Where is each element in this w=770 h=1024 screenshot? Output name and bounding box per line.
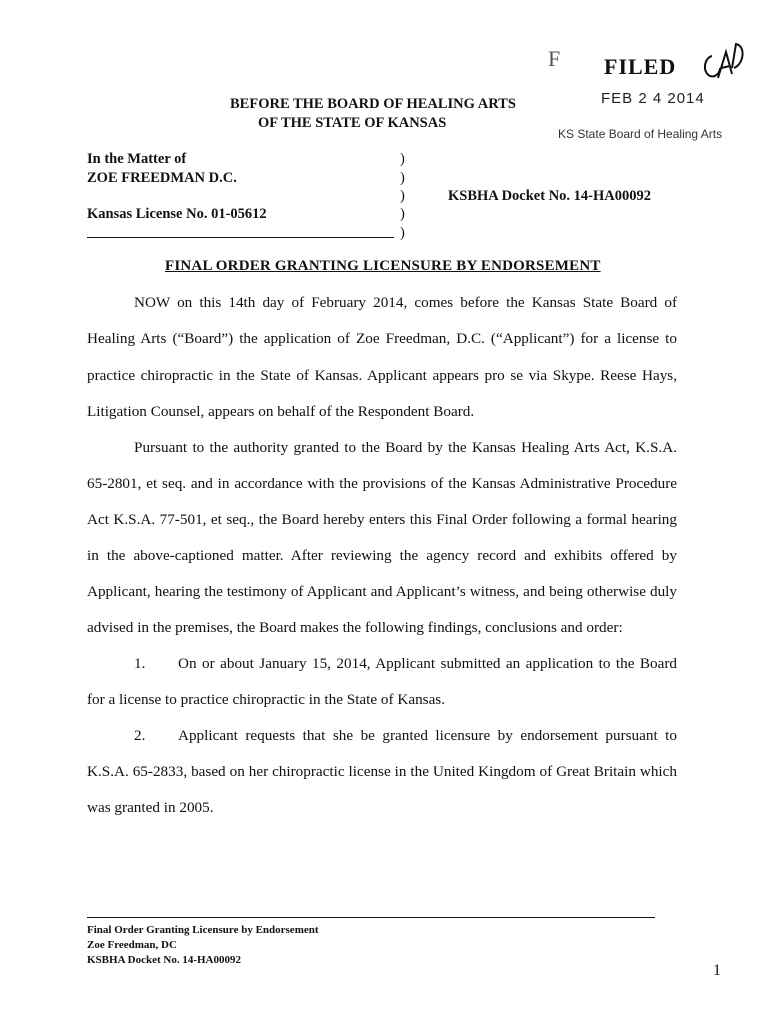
paragraph-line: Healing Arts (“Board”) the application of Zoe Freedman, D.C. (“Applicant”) for a license to xyxy=(87,330,677,347)
finding-line: Applicant requests that she be granted licensure by endorsement pursuant to xyxy=(178,727,677,744)
board-heading-line2: OF THE STATE OF KANSAS xyxy=(258,115,447,131)
paragraph-line: Litigation Counsel, appears on behalf of the Respondent Board. xyxy=(87,403,475,420)
footer-title: Final Order Granting Licensure by Endorsement xyxy=(87,924,319,936)
caption-respondent-name: ZOE FREEDMAN D.C. xyxy=(87,170,237,186)
caption-license-number: Kansas License No. 01-05612 xyxy=(87,206,267,222)
finding-line: for a license to practice chiropractic in the State of Kansas. xyxy=(87,691,446,708)
caption-docket-number: KSBHA Docket No. 14-HA00092 xyxy=(448,188,651,204)
paragraph-line: Act K.S.A. 77-501, et seq., the Board hereby enters this Final Order following a formal hearing xyxy=(87,511,677,528)
filed-stamp-date: FEB 2 4 2014 xyxy=(601,90,705,107)
handwritten-initials xyxy=(698,38,746,84)
finding-number: 2. xyxy=(134,727,146,744)
caption-matter: In the Matter of xyxy=(87,151,187,167)
paragraph-line: 65-2801, et seq. and in accordance with the provisions of the Kansas Administrative Procedure xyxy=(87,475,677,492)
caption-underline xyxy=(87,237,394,238)
order-title: FINAL ORDER GRANTING LICENSURE BY ENDORSEMENT xyxy=(165,258,601,274)
paragraph-line: practice chiropractic in the State of Kansas. Applicant appears pro se via Skype. Reese Hays, xyxy=(87,367,677,384)
stamp-mark: F xyxy=(548,46,561,71)
filed-stamp-agency: KS State Board of Healing Arts xyxy=(558,127,723,141)
board-heading-line1: BEFORE THE BOARD OF HEALING ARTS xyxy=(230,96,516,112)
paragraph-line: in the above-captioned matter. After reviewing the agency record and exhibits offered by xyxy=(87,547,677,564)
footer-name: Zoe Freedman, DC xyxy=(87,939,177,951)
caption-paren: ) xyxy=(400,170,405,186)
caption-paren: ) xyxy=(400,151,405,167)
finding-line: K.S.A. 65-2833, based on her chiropractic license in the United Kingdom of Great Britain which xyxy=(87,763,677,780)
footer-rule xyxy=(87,917,655,918)
filed-stamp-label: FILED xyxy=(604,54,677,79)
caption-paren: ) xyxy=(400,206,405,222)
finding-number: 1. xyxy=(134,655,146,672)
finding-line: was granted in 2005. xyxy=(87,799,214,816)
page-number: 1 xyxy=(713,962,721,979)
caption-paren: ) xyxy=(400,188,405,204)
finding-line: On or about January 15, 2014, Applicant submitted an application to the Board xyxy=(178,655,677,672)
paragraph-line: Pursuant to the authority granted to the Board by the Kansas Healing Arts Act, K.S.A. xyxy=(134,439,677,456)
paragraph-line: advised in the premises, the Board makes the following findings, conclusions and order: xyxy=(87,619,623,636)
footer-docket: KSBHA Docket No. 14-HA00092 xyxy=(87,954,241,966)
paragraph-line: Applicant, hearing the testimony of Applicant and Applicant’s witness, and being otherwise duly xyxy=(87,583,677,600)
caption-paren: ) xyxy=(400,225,405,241)
paragraph-line: NOW on this 14th day of February 2014, comes before the Kansas State Board of xyxy=(134,294,677,311)
